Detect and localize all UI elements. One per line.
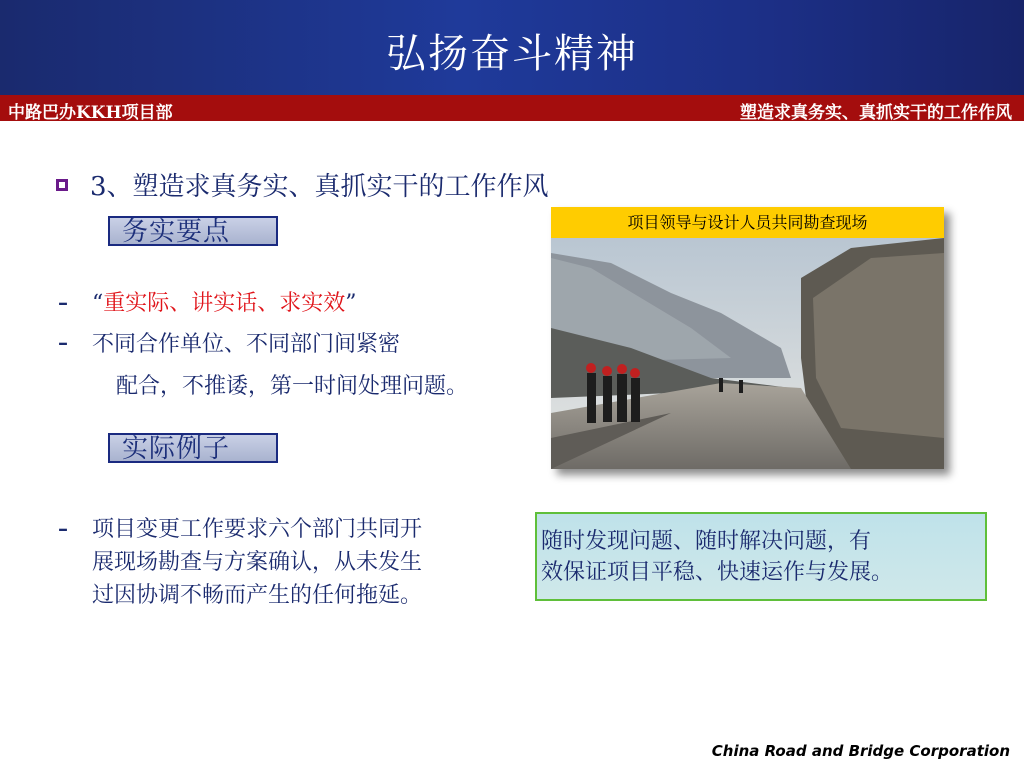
dash-bullet-icon: –: [58, 516, 68, 540]
examples-tag: 实际例子: [108, 433, 278, 463]
section-heading: 3、塑造求真务实、真抓实干的工作作风: [90, 172, 549, 202]
sub-header-bar: [0, 95, 1024, 121]
key-points-tag: 务实要点: [108, 216, 278, 246]
site-photo-frame: [551, 207, 944, 469]
bullet-principle: [92, 286, 357, 317]
principle-text: 重实际、讲实话、求实效: [103, 291, 346, 316]
square-bullet-icon: [56, 179, 68, 191]
bullet-example-line1: 项目变更工作要求六个部门共同开: [92, 517, 423, 542]
photo-caption: 项目领导与设计人员共同勘查现场: [551, 207, 944, 238]
mountain-road-scene: [551, 238, 944, 469]
dash-bullet-icon: –: [58, 330, 68, 354]
summary-note-box: [535, 512, 987, 601]
bullet-cooperation-line2: 配合，不推诿，第一时间处理问题。: [116, 374, 469, 399]
note-line1: 随时发现问题、随时解决问题，有: [541, 529, 872, 554]
slide-title: 弘扬奋斗精神: [386, 31, 638, 77]
company-footer: China Road and Bridge Corporation: [711, 742, 1010, 760]
dash-bullet-icon: –: [58, 290, 68, 314]
bullet-example-line2: 展现场勘查与方案确认，从未发生: [92, 550, 423, 575]
site-inspection-photo: [551, 238, 944, 469]
bullet-example-line3: 过因协调不畅而产生的任何拖延。: [92, 583, 423, 608]
note-line2: 效保证项目平稳、快速运作与发展。: [541, 560, 894, 585]
bullet-cooperation-line1: 不同合作单位、不同部门间紧密: [92, 332, 401, 357]
title-banner: [0, 0, 1024, 95]
project-label: 中路巴办KKH项目部: [8, 103, 173, 123]
section-label: 塑造求真务实、真抓实干的工作作风: [740, 103, 1012, 123]
quote-open: “: [92, 291, 104, 316]
quote-close: ”: [345, 291, 357, 316]
